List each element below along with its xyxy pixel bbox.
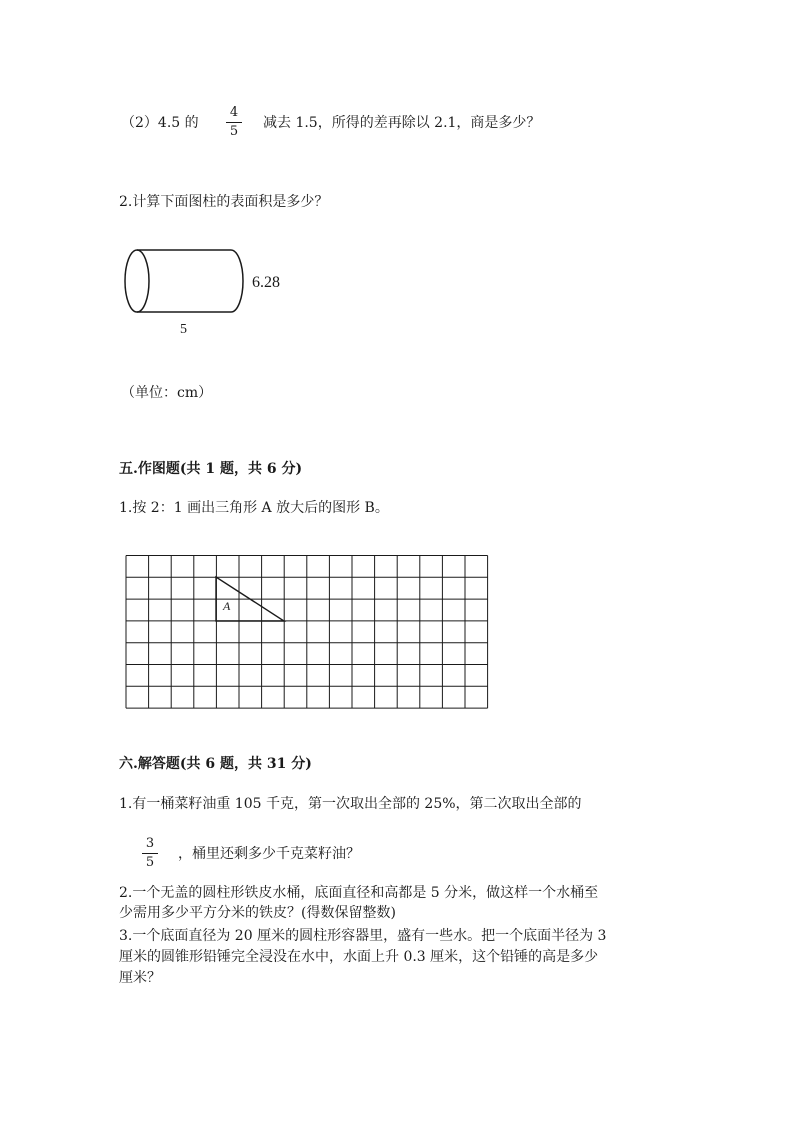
cylinder-length-label: 5 <box>180 322 187 337</box>
section-6-q3-line1: 3.一个底面直径为 20 厘米的圆柱形容器里，盛有一些水。把一个底面半径为 3 <box>119 928 607 944</box>
unit-note: （单位：cm） <box>121 385 213 401</box>
fraction-numerator: 4 <box>229 105 239 120</box>
section-6-q2-line2: 少需用多少平方分米的铁皮？(得数保留整数) <box>119 905 396 921</box>
grid-lines <box>126 556 488 709</box>
fraction-four-fifths <box>226 106 242 139</box>
cylinder-left-end <box>125 250 149 312</box>
section-5-title: 五.作图题(共 1 题，共 6 分) <box>119 461 303 477</box>
section-6-q3-line2: 厘米的圆锥形铅锤完全浸没在水中，水面上升 0.3 厘米，这个铅锤的高是多少 <box>119 949 599 965</box>
cylinder-right-end <box>231 250 243 312</box>
section-6-q1-line1: 1.有一桶菜籽油重 105 千克，第一次取出全部的 25%，第二次取出全部的 <box>119 796 582 812</box>
section-6-q3-line3: 厘米？ <box>119 970 161 986</box>
fraction-three-fifths <box>142 837 158 870</box>
fraction-numerator: 3 <box>145 836 155 851</box>
triangle-a-label: A <box>223 599 231 613</box>
question-cylinder-text: 2.计算下面图柱的表面积是多少？ <box>119 194 329 210</box>
fraction-bar <box>226 122 242 123</box>
section-5-question-1: 1.按 2：1 画出三角形 A 放大后的图形 B。 <box>119 500 389 516</box>
section-6-q2-line1: 2.一个无盖的圆柱形铁皮水桶，底面直径和高都是 5 分米，做这样一个水桶至 <box>119 885 599 901</box>
fraction-denominator: 5 <box>145 855 155 870</box>
question-2-suffix: 减去 1.5，所得的差再除以 2.1，商是多少？ <box>263 115 541 131</box>
question-2-prefix: （2）4.5 的 <box>121 115 199 131</box>
cylinder-figure <box>118 240 298 340</box>
fraction-denominator: 5 <box>229 124 239 139</box>
section-6-q1-line2: ，桶里还剩多少千克菜籽油？ <box>178 846 360 862</box>
section-6-title: 六.解答题(共 6 题，共 31 分) <box>119 756 312 772</box>
fraction-bar <box>142 853 158 854</box>
cylinder-height-label: 6.28 <box>252 274 280 291</box>
drawing-grid <box>125 555 491 709</box>
